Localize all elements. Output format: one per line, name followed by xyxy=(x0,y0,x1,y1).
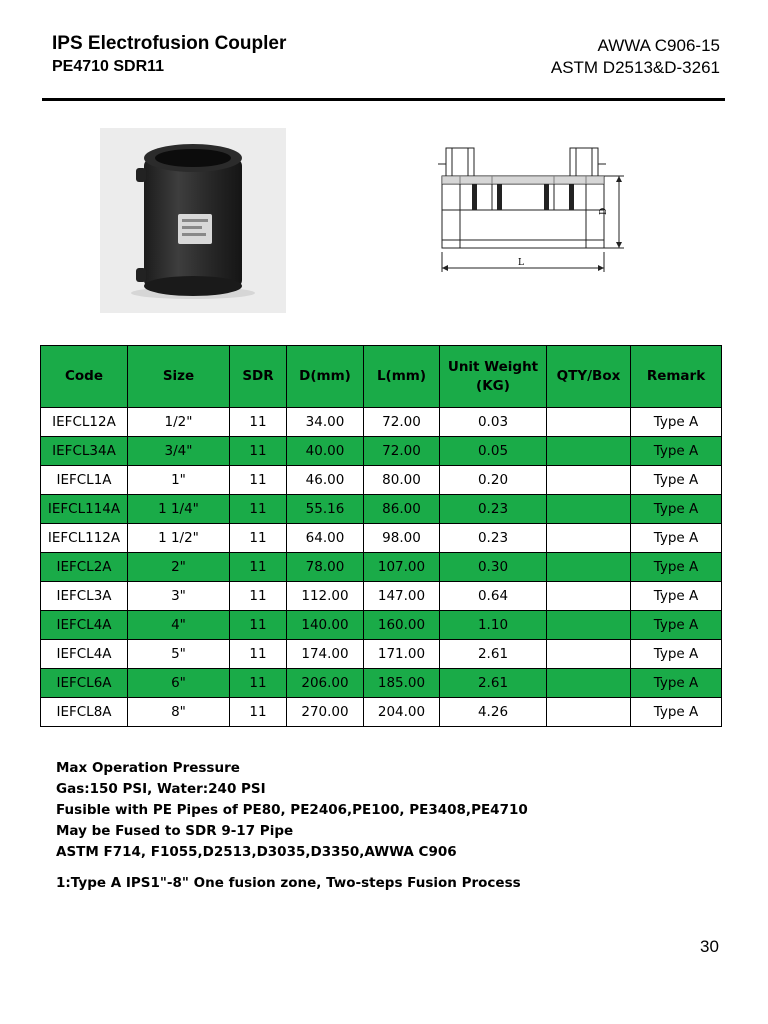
cell-sdr: 11 xyxy=(230,524,287,553)
cell-d: 206.00 xyxy=(287,669,364,698)
cell-remark: Type A xyxy=(631,640,722,669)
cell-l: 185.00 xyxy=(364,669,440,698)
cell-code: IEFCL6A xyxy=(41,669,128,698)
cell-size: 1 1/4" xyxy=(128,495,230,524)
note-line: Max Operation Pressure xyxy=(56,760,240,776)
cell-weight: 0.64 xyxy=(440,582,547,611)
table-row xyxy=(41,495,722,524)
cell-qty xyxy=(547,611,631,640)
cell-d: 112.00 xyxy=(287,582,364,611)
cell-size: 4" xyxy=(128,611,230,640)
cell-code: IEFCL2A xyxy=(41,553,128,582)
table-row xyxy=(41,582,722,611)
cell-size: 6" xyxy=(128,669,230,698)
cell-remark: Type A xyxy=(631,553,722,582)
cell-qty xyxy=(547,437,631,466)
cell-size: 1/2" xyxy=(128,408,230,437)
cell-code: IEFCL8A xyxy=(41,698,128,727)
cell-weight: 2.61 xyxy=(440,640,547,669)
cell-code: IEFCL4A xyxy=(41,640,128,669)
cell-weight: 0.30 xyxy=(440,553,547,582)
table-row xyxy=(41,553,722,582)
cell-weight: 1.10 xyxy=(440,611,547,640)
cell-qty xyxy=(547,553,631,582)
standard-awwa: AWWA C906-15 xyxy=(597,36,720,55)
col-l-header: L(mm) xyxy=(364,346,440,408)
cell-remark: Type A xyxy=(631,466,722,495)
cell-remark: Type A xyxy=(631,611,722,640)
cell-code: IEFCL1A xyxy=(41,466,128,495)
cell-sdr: 11 xyxy=(230,437,287,466)
cell-d: 140.00 xyxy=(287,611,364,640)
note-line: May be Fused to SDR 9-17 Pipe xyxy=(56,823,294,839)
table-row xyxy=(41,408,722,437)
cell-code: IEFCL12A xyxy=(41,408,128,437)
cell-size: 8" xyxy=(128,698,230,727)
col-size-header: Size xyxy=(128,346,230,408)
cell-sdr: 11 xyxy=(230,582,287,611)
cell-remark: Type A xyxy=(631,698,722,727)
standard-astm: ASTM D2513&D-3261 xyxy=(550,58,720,77)
cell-qty xyxy=(547,669,631,698)
type-note: 1:Type A IPS1"-8" One fusion zone, Two-steps Fusion Process xyxy=(56,875,521,891)
cell-sdr: 11 xyxy=(230,669,287,698)
cell-l: 80.00 xyxy=(364,466,440,495)
cell-d: 46.00 xyxy=(287,466,364,495)
table-header-row xyxy=(41,346,722,408)
cell-sdr: 11 xyxy=(230,408,287,437)
cell-size: 1 1/2" xyxy=(128,524,230,553)
cell-weight: 0.23 xyxy=(440,495,547,524)
cell-qty xyxy=(547,524,631,553)
col-d-header: D(mm) xyxy=(287,346,364,408)
cell-weight: 0.20 xyxy=(440,466,547,495)
col-qty-header: QTY/Box xyxy=(547,346,631,408)
cell-remark: Type A xyxy=(631,495,722,524)
cell-l: 72.00 xyxy=(364,408,440,437)
cell-d: 78.00 xyxy=(287,553,364,582)
cell-l: 72.00 xyxy=(364,437,440,466)
cell-remark: Type A xyxy=(631,669,722,698)
cell-qty xyxy=(547,495,631,524)
cell-code: IEFCL112A xyxy=(41,524,128,553)
cell-weight: 4.26 xyxy=(440,698,547,727)
cell-size: 3" xyxy=(128,582,230,611)
cell-d: 40.00 xyxy=(287,437,364,466)
cell-remark: Type A xyxy=(631,437,722,466)
col-code-header: Code xyxy=(41,346,128,408)
page-subtitle: PE4710 SDR11 xyxy=(52,58,165,75)
cell-qty xyxy=(547,640,631,669)
cell-l: 147.00 xyxy=(364,582,440,611)
cell-code: IEFCL34A xyxy=(41,437,128,466)
cell-size: 5" xyxy=(128,640,230,669)
page-title: IPS Electrofusion Coupler xyxy=(52,33,287,54)
cell-weight: 0.23 xyxy=(440,524,547,553)
cell-qty xyxy=(547,408,631,437)
table-row xyxy=(41,611,722,640)
cell-code: IEFCL4A xyxy=(41,611,128,640)
cell-l: 107.00 xyxy=(364,553,440,582)
cell-weight: 2.61 xyxy=(440,669,547,698)
note-line: ASTM F714, F1055,D2513,D3035,D3350,AWWA C906 xyxy=(56,844,457,860)
cell-remark: Type A xyxy=(631,524,722,553)
cell-qty xyxy=(547,466,631,495)
length-label: L xyxy=(518,258,524,268)
cell-sdr: 11 xyxy=(230,553,287,582)
notes-block xyxy=(56,758,528,863)
table-row xyxy=(41,466,722,495)
cell-sdr: 11 xyxy=(230,495,287,524)
table-row xyxy=(41,640,722,669)
table-row xyxy=(41,698,722,727)
diameter-label: D xyxy=(599,207,609,215)
cell-size: 2" xyxy=(128,553,230,582)
note-line: Gas:150 PSI, Water:240 PSI xyxy=(56,781,266,797)
cell-d: 174.00 xyxy=(287,640,364,669)
cell-sdr: 11 xyxy=(230,466,287,495)
cell-size: 1" xyxy=(128,466,230,495)
cell-d: 55.16 xyxy=(287,495,364,524)
cell-sdr: 11 xyxy=(230,640,287,669)
cell-l: 160.00 xyxy=(364,611,440,640)
cell-code: IEFCL114A xyxy=(41,495,128,524)
cell-qty xyxy=(547,582,631,611)
dimension-drawing xyxy=(432,140,632,280)
cell-remark: Type A xyxy=(631,408,722,437)
note-line: Fusible with PE Pipes of PE80, PE2406,PE100, PE3408,PE4710 xyxy=(56,802,528,818)
table-row xyxy=(41,524,722,553)
cell-weight: 0.03 xyxy=(440,408,547,437)
cell-d: 270.00 xyxy=(287,698,364,727)
table-row xyxy=(41,437,722,466)
cell-remark: Type A xyxy=(631,582,722,611)
cell-size: 3/4" xyxy=(128,437,230,466)
cell-l: 204.00 xyxy=(364,698,440,727)
product-photo xyxy=(100,128,286,313)
header-divider xyxy=(42,98,725,101)
cell-weight: 0.05 xyxy=(440,437,547,466)
cell-sdr: 11 xyxy=(230,611,287,640)
table-row xyxy=(41,669,722,698)
specification-table xyxy=(40,345,722,727)
page-number: 30 xyxy=(700,937,719,956)
cell-l: 98.00 xyxy=(364,524,440,553)
col-sdr-header: SDR xyxy=(230,346,287,408)
cell-d: 64.00 xyxy=(287,524,364,553)
col-weight-header: Unit Weight (KG) xyxy=(440,346,547,408)
cell-code: IEFCL3A xyxy=(41,582,128,611)
cell-d: 34.00 xyxy=(287,408,364,437)
cell-l: 171.00 xyxy=(364,640,440,669)
cell-qty xyxy=(547,698,631,727)
cell-sdr: 11 xyxy=(230,698,287,727)
col-remark-header: Remark xyxy=(631,346,722,408)
cell-l: 86.00 xyxy=(364,495,440,524)
